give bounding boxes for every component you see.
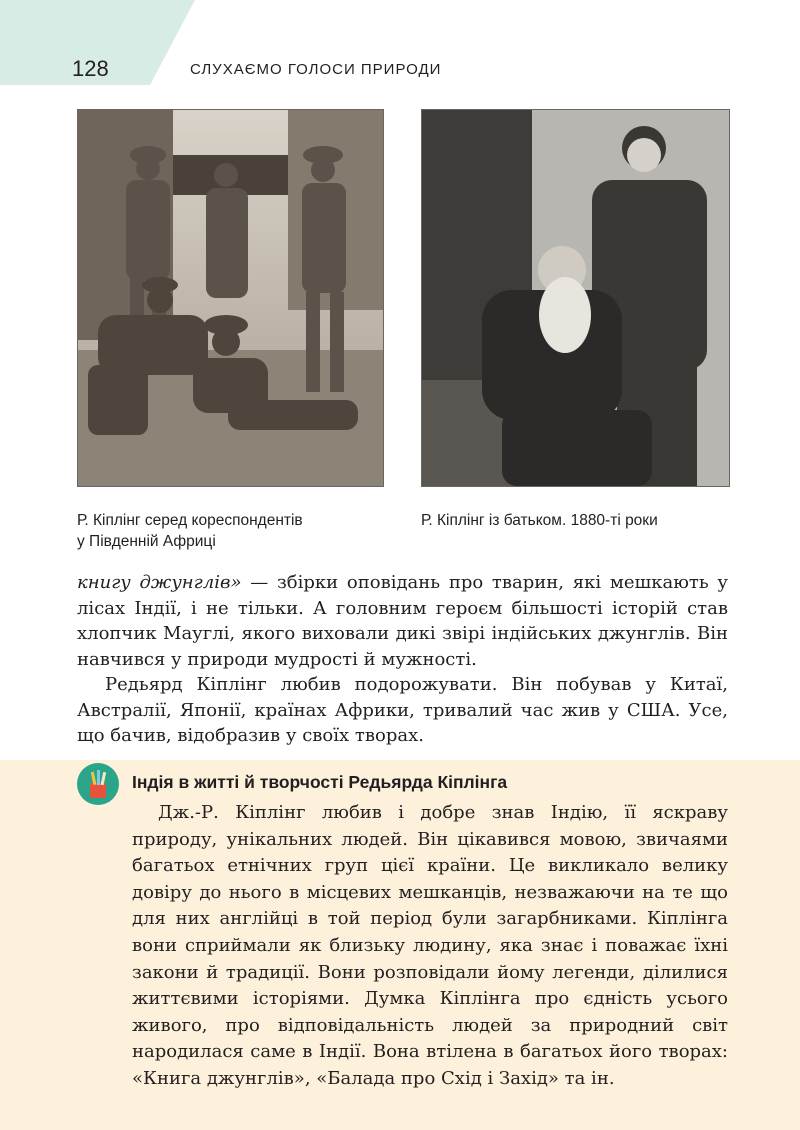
caption-correspondents bbox=[77, 510, 397, 552]
caption-line: у Південній Африці bbox=[77, 533, 216, 550]
paragraph bbox=[77, 570, 728, 672]
photo-with-father bbox=[421, 109, 730, 487]
caption-with-father bbox=[421, 510, 741, 531]
info-box-text: Дж.-Р. Кіплінг любив і добре знав Індію, її яскраву природу, унікальних людей. Він цікавився мовою, звичаями багатьох етнічних груп цієї країни. Це викликало велику довіру до нього в місцевих мешканців, незважаючи на те що для них англійці в той період були загарбниками. Кіплінга вони сприймали як близьку людину, яка знає і поважає їхні закони й традиції. Вони розповідали йому легенди, ділилися життєвими історіями. Думка Кіплінга про єдність усього живого, про відповідальність людей за природний світ народилася саме в Індії. Вона втілена в багатьох його творах: «Книга джунглів», «Балада про Схід і Захід» та ін. bbox=[132, 802, 728, 1089]
caption-line: Р. Кіплінг із батьком. 1880-ті роки bbox=[421, 512, 658, 529]
paragraph: Редьярд Кіплінг любив подорожувати. Він побував у Китаї, Австралії, Японії, країнах Африки, тривалий час жив у США. Усе, що бачив, відобразив у своїх творах. bbox=[77, 674, 728, 746]
info-box-title: Індія в житті й творчості Редьярда Кіплінга bbox=[132, 772, 508, 792]
running-head: СЛУХАЄМО ГОЛОСИ ПРИРОДИ bbox=[190, 61, 442, 78]
main-text bbox=[77, 570, 728, 749]
italic-title: книгу джунглів» bbox=[77, 572, 242, 593]
paragraph-text: — збірки оповідань про тварин, які мешкають у лісах Індії, і не тільки. А головним героєм більшості історій став хлопчик Мауглі, якого виховали дикі звірі індійських джунглів. Він навчився у природи мудрості й мужності. bbox=[77, 572, 729, 670]
page-number: 128 bbox=[72, 56, 109, 81]
pencil-cup-icon bbox=[77, 763, 119, 805]
photo-correspondents bbox=[77, 109, 384, 487]
caption-line: Р. Кіплінг серед кореспондентів bbox=[77, 512, 303, 529]
